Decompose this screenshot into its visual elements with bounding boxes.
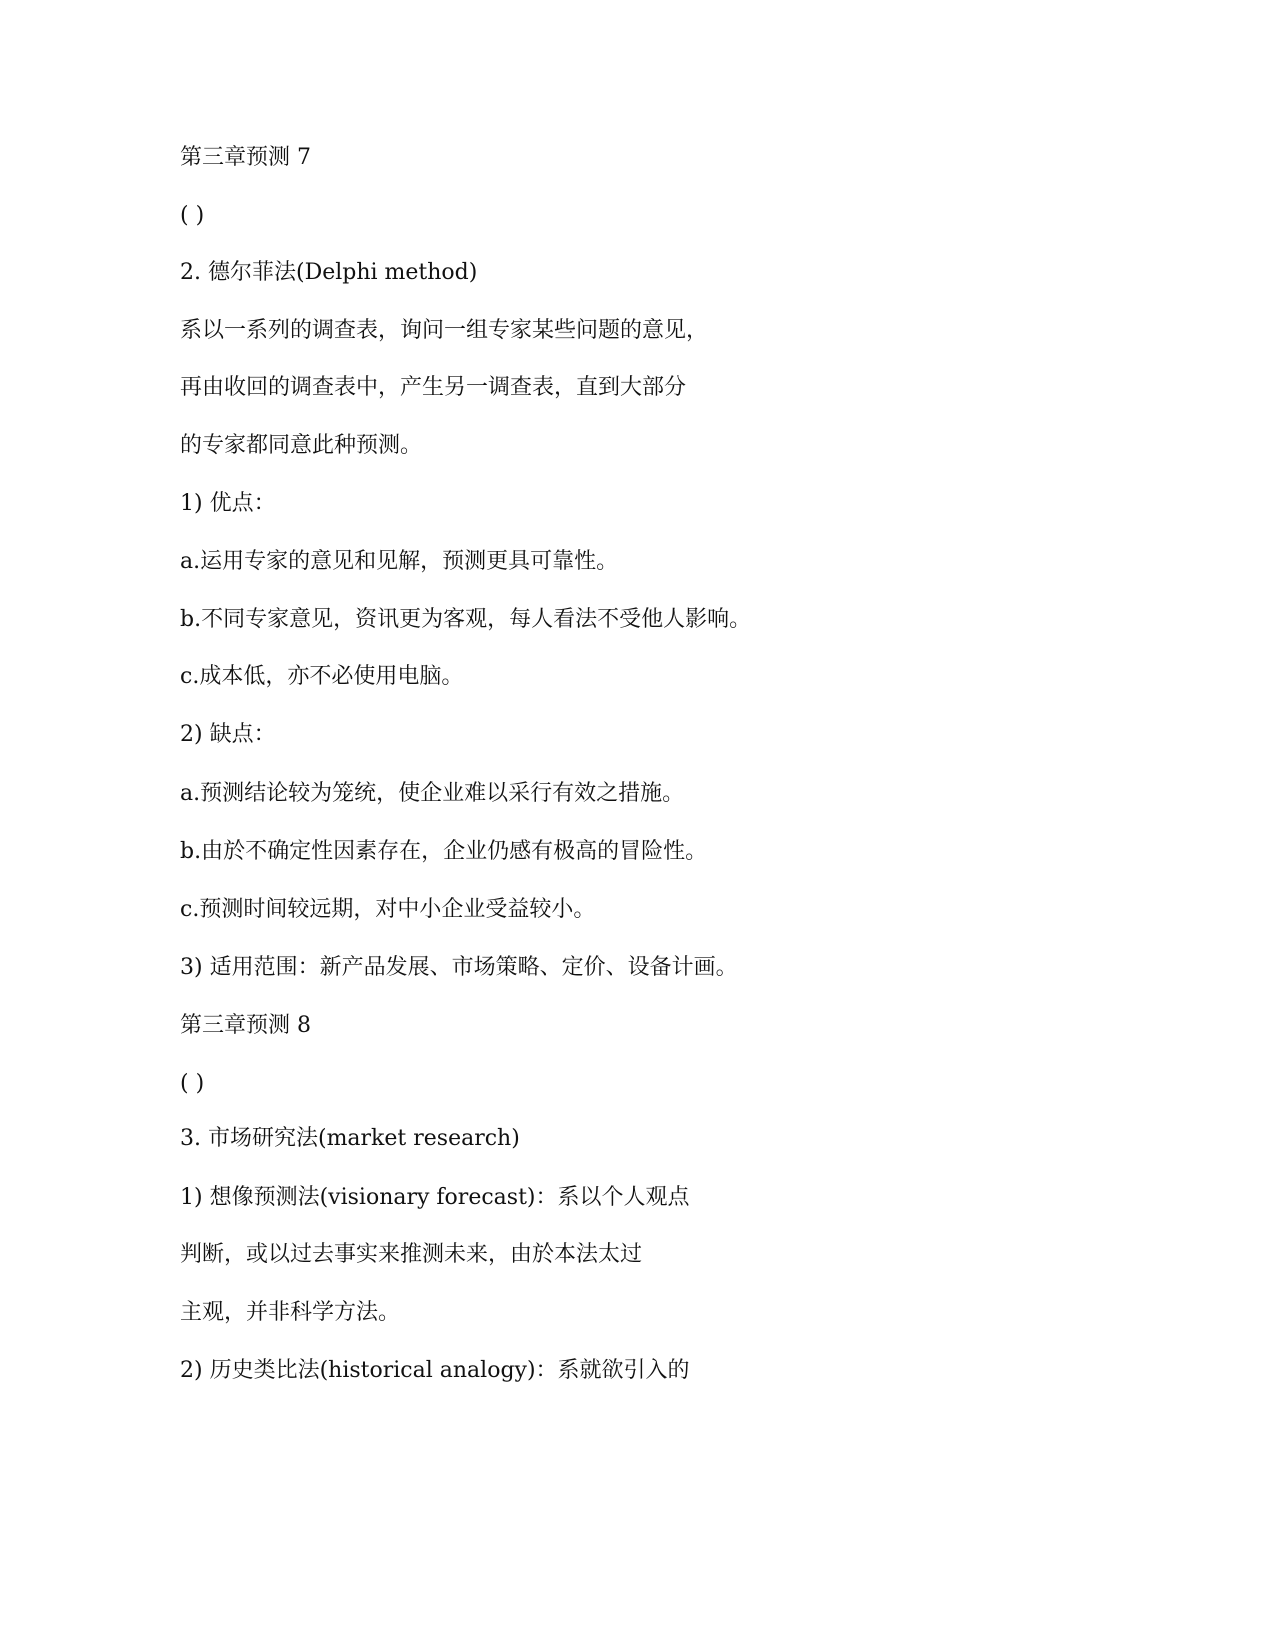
list-item: c.成本低，亦不必使用电脑。 xyxy=(180,664,464,689)
parentheses-line: ( ) xyxy=(180,1071,205,1096)
list-item: c.预测时间较远期，对中小企业受益较小。 xyxy=(180,897,596,922)
subheading-disadvantages: 2) 缺点： xyxy=(180,722,276,747)
subheading-advantages: 1) 优点： xyxy=(180,491,276,516)
body-text-line: 再由收回的调查表中，产生另一调查表，直到大部分 xyxy=(180,375,687,400)
body-text-line: 主观，并非科学方法。 xyxy=(180,1300,401,1325)
list-item: 1) 想像预测法(visionary forecast)：系以个人观点 xyxy=(180,1185,690,1210)
chapter-header-line: 第三章预测 7 xyxy=(180,145,311,170)
list-item: b.由於不确定性因素存在，企业仍感有极高的冒险性。 xyxy=(180,839,708,864)
body-text-line: 系以一系列的调查表，询问一组专家某些问题的意见， xyxy=(180,318,709,343)
subheading-scope: 3) 适用范围：新产品发展、市场策略、定价、设备计画。 xyxy=(180,955,738,980)
list-item: a.运用专家的意见和见解，预测更具可靠性。 xyxy=(180,549,619,574)
chapter-header-line: 第三章预测 8 xyxy=(180,1013,311,1038)
parentheses-line: ( ) xyxy=(180,203,205,228)
body-text-line: 的专家都同意此种预测。 xyxy=(180,433,423,458)
list-item: b.不同专家意见，资讯更为客观，每人看法不受他人影响。 xyxy=(180,607,752,632)
body-text-line: 判断，或以过去事实来推测未来，由於本法太过 xyxy=(180,1242,643,1267)
list-item: 2) 历史类比法(historical analogy)：系就欲引入的 xyxy=(180,1358,690,1383)
list-item: a.预测结论较为笼统，使企业难以采行有效之措施。 xyxy=(180,781,685,806)
section-heading-delphi: 2. 德尔菲法(Delphi method) xyxy=(180,260,478,285)
section-heading-market-research: 3. 市场研究法(market research) xyxy=(180,1126,520,1151)
